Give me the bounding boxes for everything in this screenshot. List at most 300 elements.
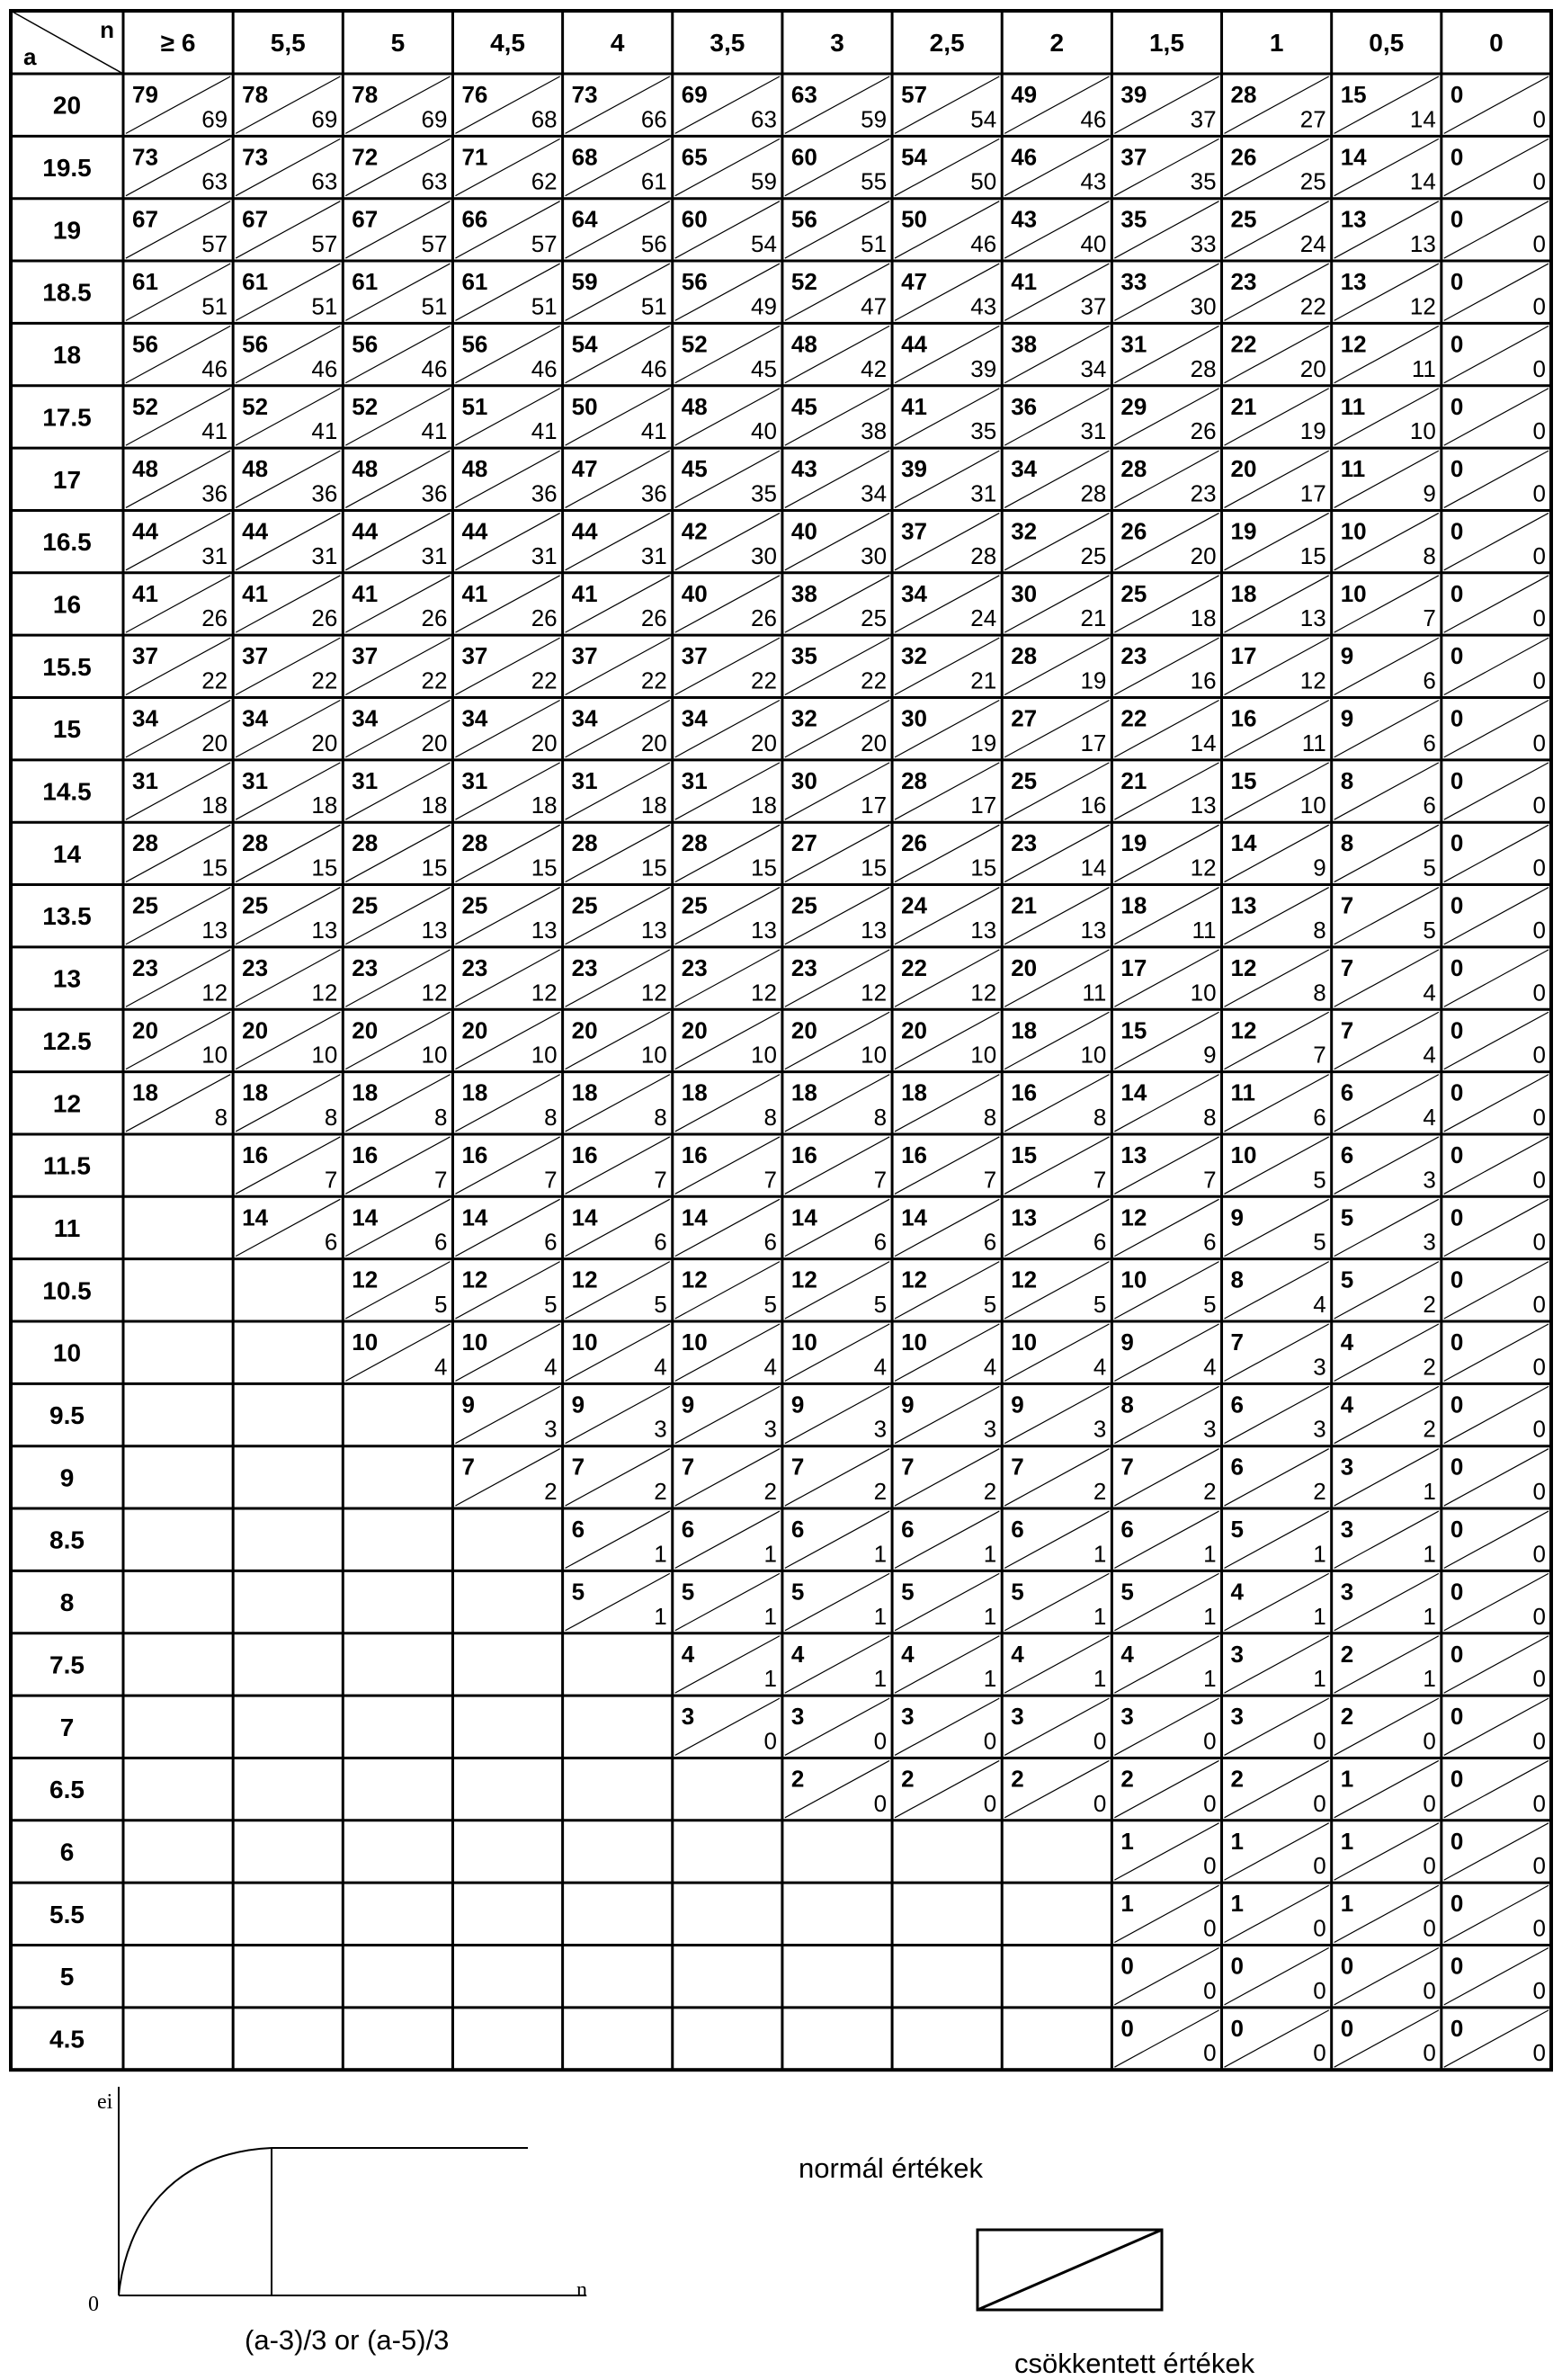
- normal-value: 0: [1450, 81, 1464, 108]
- normal-value: 16: [461, 1141, 488, 1168]
- reduced-value: 0: [1532, 479, 1546, 507]
- reduced-value: 31: [201, 541, 228, 569]
- normal-value: 0: [1340, 2014, 1354, 2042]
- normal-value: 31: [681, 766, 708, 794]
- normal-value: 4: [901, 1640, 915, 1668]
- reduced-value: 8: [1313, 916, 1326, 944]
- row-header: 5: [59, 1963, 75, 1991]
- normal-value: 20: [1011, 953, 1038, 981]
- reduced-value: 0: [983, 1789, 997, 1817]
- reduced-value: 5: [433, 1291, 448, 1318]
- normal-value: 18: [461, 1078, 488, 1106]
- reduced-value: 15: [311, 854, 338, 881]
- normal-value: 43: [1011, 205, 1038, 233]
- normal-value: 56: [242, 330, 269, 358]
- reduced-value: 0: [1313, 2039, 1326, 2067]
- reduced-value: 0: [1532, 1228, 1546, 1256]
- reduced-value: 0: [1532, 1976, 1546, 2004]
- normal-value: 0: [1450, 1578, 1464, 1606]
- normal-value: 45: [790, 392, 817, 420]
- row-header: 6: [59, 1838, 75, 1866]
- reduced-value: 5: [654, 1291, 667, 1318]
- reduced-value: 20: [311, 729, 338, 756]
- column-header: 2: [1049, 29, 1065, 57]
- reduced-value: 36: [531, 479, 558, 507]
- reduced-value: 1: [1313, 1540, 1326, 1568]
- reduced-value: 10: [311, 1041, 338, 1069]
- reduced-value: 0: [1532, 1291, 1546, 1318]
- normal-value: 7: [1230, 1329, 1245, 1356]
- normal-value: 48: [132, 455, 158, 483]
- reduced-value: 46: [311, 354, 338, 382]
- normal-value: 6: [1340, 1078, 1354, 1106]
- normal-value: 8: [1340, 766, 1354, 794]
- normal-value: 16: [352, 1141, 379, 1168]
- row-header: 15: [52, 715, 82, 744]
- normal-value: 44: [461, 517, 488, 545]
- normal-value: 34: [461, 704, 488, 732]
- normal-value: 34: [1011, 455, 1038, 483]
- normal-value: 42: [681, 517, 708, 545]
- normal-value: 10: [1340, 579, 1367, 607]
- normal-value: 19: [1120, 829, 1147, 857]
- reduced-value: 43: [1080, 167, 1107, 195]
- normal-value: 16: [1011, 1078, 1038, 1106]
- normal-value: 14: [790, 1203, 817, 1231]
- reduced-value: 47: [861, 292, 888, 320]
- normal-value: 73: [242, 143, 269, 171]
- normal-value: 25: [681, 891, 708, 919]
- normal-value: 13: [1340, 268, 1367, 296]
- reduced-value: 15: [1299, 541, 1326, 569]
- normal-value: 0: [1450, 953, 1464, 981]
- normal-value: 0: [1450, 143, 1464, 171]
- reduced-value: 12: [1409, 292, 1436, 320]
- reduced-value: 23: [1190, 479, 1217, 507]
- normal-value: 7: [1340, 891, 1354, 919]
- reduced-value: 8: [1093, 1103, 1107, 1131]
- reduced-value: 35: [751, 479, 777, 507]
- normal-value: 2: [901, 1765, 915, 1793]
- reduced-value: 4: [763, 1353, 777, 1381]
- normal-value: 0: [1450, 1203, 1464, 1231]
- reduced-value: 2: [654, 1478, 667, 1506]
- normal-value: 7: [681, 1453, 695, 1481]
- reduced-value: 7: [1203, 1166, 1217, 1194]
- normal-value: 41: [901, 392, 927, 420]
- normal-value: 4: [1230, 1578, 1245, 1606]
- normal-value: 0: [1450, 205, 1464, 233]
- reduced-value: 5: [1313, 1228, 1326, 1256]
- normal-value: 57: [901, 81, 927, 108]
- reduced-value: 19: [1299, 417, 1326, 445]
- normal-value: 20: [461, 1016, 488, 1044]
- reduced-value: 12: [1299, 667, 1326, 694]
- legend-normal-label: normál értékek: [799, 2152, 984, 2184]
- normal-value: 54: [571, 330, 598, 358]
- normal-value: 37: [1120, 143, 1147, 171]
- normal-value: 15: [1340, 81, 1367, 108]
- reduced-value: 0: [1203, 1976, 1217, 2004]
- reduced-value: 41: [311, 417, 338, 445]
- reduced-value: 12: [970, 979, 997, 1007]
- normal-value: 23: [242, 953, 269, 981]
- normal-value: 52: [132, 392, 158, 420]
- reduced-value: 4: [1423, 1103, 1436, 1131]
- normal-value: 18: [242, 1078, 269, 1106]
- normal-value: 23: [1120, 642, 1147, 670]
- reduced-value: 1: [1203, 1540, 1217, 1568]
- normal-value: 6: [1120, 1516, 1134, 1543]
- column-header: 0: [1489, 29, 1504, 57]
- curve-rise: [119, 2148, 272, 2295]
- reduced-value: 39: [970, 354, 997, 382]
- reduced-value: 0: [1532, 105, 1546, 133]
- reduced-value: 4: [654, 1353, 667, 1381]
- reduced-value: 0: [1532, 1540, 1546, 1568]
- reduced-value: 20: [640, 729, 667, 756]
- reduced-value: 3: [1423, 1228, 1436, 1256]
- normal-value: 3: [1340, 1453, 1354, 1481]
- normal-value: 7: [461, 1453, 475, 1481]
- normal-value: 0: [1450, 1640, 1464, 1668]
- row-header: 18: [52, 341, 82, 370]
- normal-value: 16: [242, 1141, 269, 1168]
- reduced-value: 5: [1313, 1166, 1326, 1194]
- reduced-value: 69: [421, 105, 448, 133]
- reduced-value: 7: [763, 1166, 777, 1194]
- reduced-value: 22: [751, 667, 777, 694]
- normal-value: 6: [571, 1516, 585, 1543]
- normal-value: 2: [1340, 1703, 1354, 1731]
- reduced-value: 18: [201, 792, 228, 819]
- reduced-value: 35: [1190, 167, 1217, 195]
- reduced-value: 20: [1190, 541, 1217, 569]
- reduced-value: 0: [1313, 1976, 1326, 2004]
- reduced-value: 22: [640, 667, 667, 694]
- reduced-value: 22: [531, 667, 558, 694]
- normal-value: 5: [1011, 1578, 1024, 1606]
- reduced-value: 1: [1423, 1540, 1436, 1568]
- normal-value: 5: [1340, 1203, 1354, 1231]
- reduced-value: 11: [1192, 916, 1217, 944]
- normal-value: 12: [461, 1266, 488, 1293]
- reduced-value: 37: [1190, 105, 1217, 133]
- normal-value: 78: [352, 81, 379, 108]
- reduced-value: 3: [1313, 1353, 1326, 1381]
- column-header: 4,5: [490, 29, 526, 57]
- normal-value: 6: [1011, 1516, 1024, 1543]
- row-header: 7: [59, 1713, 75, 1741]
- reduced-value: 19: [970, 729, 997, 756]
- normal-value: 12: [681, 1266, 708, 1293]
- reduced-value: 28: [970, 541, 997, 569]
- normal-value: 8: [1340, 829, 1354, 857]
- reduced-value: 51: [640, 292, 667, 320]
- normal-value: 78: [242, 81, 269, 108]
- reduced-value: 13: [861, 916, 888, 944]
- reduced-value: 18: [311, 792, 338, 819]
- reduced-value: 12: [1190, 854, 1217, 881]
- normal-value: 13: [1011, 1203, 1038, 1231]
- normal-value: 6: [1230, 1453, 1245, 1481]
- normal-value: 3: [1340, 1578, 1354, 1606]
- reduced-value: 63: [421, 167, 448, 195]
- normal-value: 37: [571, 642, 598, 670]
- reduced-value: 17: [1080, 729, 1107, 756]
- normal-value: 0: [1450, 1516, 1464, 1543]
- normal-value: 10: [461, 1329, 488, 1356]
- reduced-value: 26: [1190, 417, 1217, 445]
- normal-value: 37: [132, 642, 158, 670]
- reduced-value: 57: [531, 230, 558, 258]
- reduced-value: 0: [1532, 1665, 1546, 1693]
- normal-value: 26: [901, 829, 927, 857]
- normal-value: 14: [1230, 829, 1257, 857]
- normal-value: 9: [1230, 1203, 1245, 1231]
- reduced-value: 13: [531, 916, 558, 944]
- reduced-value: 0: [1532, 1166, 1546, 1194]
- normal-value: 9: [790, 1391, 805, 1418]
- normal-value: 10: [681, 1329, 708, 1356]
- reduced-value: 46: [201, 354, 228, 382]
- reduced-value: 8: [214, 1103, 228, 1131]
- reduced-value: 18: [421, 792, 448, 819]
- normal-value: 23: [571, 953, 598, 981]
- normal-value: 18: [1120, 891, 1147, 919]
- reduced-value: 8: [1423, 541, 1436, 569]
- normal-value: 28: [681, 829, 708, 857]
- normal-value: 12: [1120, 1203, 1147, 1231]
- normal-value: 20: [790, 1016, 817, 1044]
- reduced-value: 51: [861, 230, 888, 258]
- reduced-value: 5: [544, 1291, 558, 1318]
- normal-value: 7: [1120, 1453, 1134, 1481]
- reduced-value: 8: [324, 1103, 338, 1131]
- normal-value: 5: [1230, 1516, 1245, 1543]
- reduced-value: 1: [654, 1540, 667, 1568]
- normal-value: 1: [1230, 1827, 1245, 1855]
- reduced-value: 49: [751, 292, 777, 320]
- reduced-value: 15: [861, 854, 888, 881]
- reduced-value: 0: [1532, 979, 1546, 1007]
- reduced-value: 0: [1532, 1041, 1546, 1069]
- reduced-value: 6: [873, 1228, 888, 1256]
- normal-value: 32: [790, 704, 817, 732]
- normal-value: 41: [242, 579, 269, 607]
- reduced-value: 22: [1299, 292, 1326, 320]
- row-header: 17: [52, 465, 82, 494]
- row-header: 17.5: [42, 403, 92, 432]
- reduced-value: 10: [1080, 1041, 1107, 1069]
- reduced-value: 0: [1313, 1727, 1326, 1755]
- reduced-value: 34: [861, 479, 888, 507]
- normal-value: 31: [242, 766, 269, 794]
- reduced-value: 42: [861, 354, 888, 382]
- normal-value: 0: [1450, 704, 1464, 732]
- normal-value: 14: [1120, 1078, 1147, 1106]
- normal-value: 48: [352, 455, 379, 483]
- reduced-value: 12: [311, 979, 338, 1007]
- row-header: 9: [59, 1463, 75, 1492]
- reduced-value: 21: [1080, 604, 1107, 632]
- row-header: 15.5: [42, 652, 92, 681]
- reduced-value: 0: [1532, 729, 1546, 756]
- reduced-value: 3: [1423, 1166, 1436, 1194]
- reduced-value: 8: [433, 1103, 448, 1131]
- normal-value: 8: [1230, 1266, 1245, 1293]
- row-header: 7.5: [49, 1651, 85, 1679]
- normal-value: 36: [1011, 392, 1038, 420]
- normal-value: 18: [790, 1078, 817, 1106]
- reduced-value: 26: [531, 604, 558, 632]
- reduced-value: 6: [763, 1228, 777, 1256]
- normal-value: 12: [1011, 1266, 1038, 1293]
- normal-value: 73: [571, 81, 598, 108]
- reduced-value: 0: [1532, 167, 1546, 195]
- normal-value: 28: [1230, 81, 1257, 108]
- normal-value: 28: [1011, 642, 1038, 670]
- legend-sample-diagonal: [977, 2230, 1162, 2310]
- normal-value: 51: [461, 392, 488, 420]
- reduced-value: 12: [201, 979, 228, 1007]
- normal-value: 32: [901, 642, 927, 670]
- reduced-value: 9: [1423, 479, 1436, 507]
- normal-value: 6: [681, 1516, 695, 1543]
- reduced-value: 20: [201, 729, 228, 756]
- reduced-value: 12: [421, 979, 448, 1007]
- normal-value: 18: [681, 1078, 708, 1106]
- reduced-value: 0: [1532, 916, 1546, 944]
- row-header: 9.5: [49, 1401, 85, 1430]
- reduced-value: 1: [1203, 1665, 1217, 1693]
- row-header: 16.5: [42, 528, 92, 557]
- normal-value: 14: [1340, 143, 1367, 171]
- reduced-value: 0: [1532, 1914, 1546, 1942]
- reduced-value: 1: [1093, 1602, 1107, 1630]
- reduced-value: 63: [311, 167, 338, 195]
- reduced-value: 31: [311, 541, 338, 569]
- curve-x-formula: (a-3)/3 or (a-5)/3: [245, 2324, 450, 2356]
- normal-value: 15: [1230, 766, 1257, 794]
- normal-value: 23: [1230, 268, 1257, 296]
- normal-value: 9: [681, 1391, 695, 1418]
- normal-value: 14: [681, 1203, 708, 1231]
- reduced-value: 4: [1203, 1353, 1217, 1381]
- normal-value: 35: [790, 642, 817, 670]
- reduced-value: 1: [763, 1540, 777, 1568]
- reduced-value: 34: [1080, 354, 1107, 382]
- normal-value: 30: [790, 766, 817, 794]
- reduced-value: 0: [1423, 1914, 1436, 1942]
- column-header: 3: [830, 29, 844, 57]
- reduced-value: 0: [873, 1789, 888, 1817]
- normal-value: 61: [132, 268, 158, 296]
- reduced-value: 41: [640, 417, 667, 445]
- legend-reduced-label: csökkentett értékek: [1014, 2348, 1255, 2379]
- normal-value: 59: [571, 268, 598, 296]
- reduced-value: 7: [983, 1166, 997, 1194]
- row-header: 8.5: [49, 1526, 85, 1554]
- row-header: 12.5: [42, 1026, 92, 1055]
- reduced-value: 0: [1423, 1976, 1436, 2004]
- reduced-value: 1: [983, 1602, 997, 1630]
- reduced-value: 0: [1093, 1727, 1107, 1755]
- reduced-value: 25: [1299, 167, 1326, 195]
- legend-sample-cell: [977, 2230, 1162, 2310]
- reduced-value: 5: [1093, 1291, 1107, 1318]
- reduced-value: 10: [1409, 417, 1436, 445]
- normal-value: 39: [1120, 81, 1147, 108]
- row-header: 5.5: [49, 1900, 85, 1928]
- curve-x-label: n: [576, 2278, 587, 2302]
- reduced-value: 10: [1299, 792, 1326, 819]
- normal-value: 67: [242, 205, 269, 233]
- normal-value: 14: [352, 1203, 379, 1231]
- normal-value: 33: [1120, 268, 1147, 296]
- reduced-value: 26: [201, 604, 228, 632]
- reduced-value: 14: [1409, 105, 1436, 133]
- normal-value: 9: [571, 1391, 585, 1418]
- reduced-value: 15: [751, 854, 777, 881]
- reduced-value: 1: [1423, 1602, 1436, 1630]
- normal-value: 23: [1011, 829, 1038, 857]
- normal-value: 13: [1120, 1141, 1147, 1168]
- reduced-value: 46: [531, 354, 558, 382]
- reduced-value: 0: [1203, 1914, 1217, 1942]
- reduced-value: 4: [983, 1353, 997, 1381]
- normal-value: 72: [352, 143, 379, 171]
- reduced-value: 26: [421, 604, 448, 632]
- reduced-value: 35: [970, 417, 997, 445]
- normal-value: 16: [1230, 704, 1257, 732]
- normal-value: 20: [242, 1016, 269, 1044]
- column-header: 4: [610, 29, 625, 57]
- normal-value: 60: [681, 205, 708, 233]
- normal-value: 47: [571, 455, 598, 483]
- normal-value: 22: [1230, 330, 1257, 358]
- normal-value: 21: [1230, 392, 1257, 420]
- row-header: 13: [52, 964, 82, 993]
- corner-col-label: n: [100, 16, 114, 43]
- normal-value: 0: [1450, 1016, 1464, 1044]
- normal-value: 65: [681, 143, 708, 171]
- reduced-value: 46: [1080, 105, 1107, 133]
- reduced-value: 3: [654, 1415, 667, 1443]
- row-header: 19.5: [42, 154, 92, 183]
- reduced-value: 6: [433, 1228, 448, 1256]
- reduced-value: 0: [1313, 1789, 1326, 1817]
- normal-value: 20: [901, 1016, 927, 1044]
- reduced-value: 0: [1532, 292, 1546, 320]
- reduced-value: 54: [970, 105, 997, 133]
- reduced-value: 13: [970, 916, 997, 944]
- reduced-value: 1: [1423, 1665, 1436, 1693]
- normal-value: 37: [681, 642, 708, 670]
- reduced-value: 46: [421, 354, 448, 382]
- normal-value: 10: [1230, 1141, 1257, 1168]
- normal-value: 61: [352, 268, 379, 296]
- reduced-value: 1: [873, 1540, 888, 1568]
- normal-value: 28: [461, 829, 488, 857]
- reduced-value: 0: [1532, 1103, 1546, 1131]
- reduced-value: 13: [1080, 916, 1107, 944]
- normal-value: 17: [1120, 953, 1147, 981]
- reduced-value: 2: [1423, 1353, 1436, 1381]
- normal-value: 43: [790, 455, 817, 483]
- normal-value: 0: [1230, 2014, 1245, 2042]
- normal-value: 12: [901, 1266, 927, 1293]
